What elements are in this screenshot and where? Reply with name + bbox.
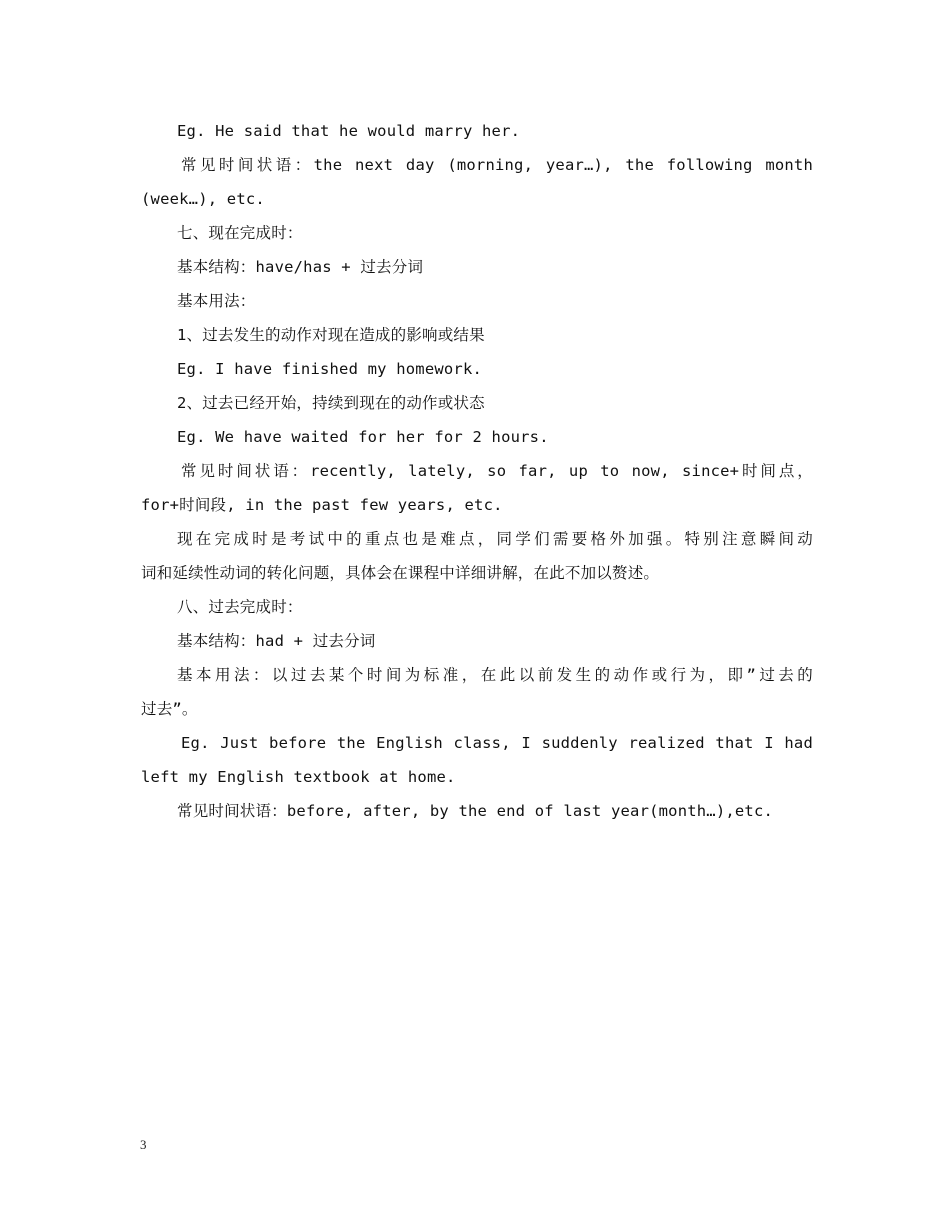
text-line: Eg. Just before the English class, I suddenly realized that I had xyxy=(181,734,813,752)
text-line: 基本用法：以过去某个时间为标准，在此以前发生的动作或行为，即”过去的 xyxy=(177,666,813,684)
text-line: for+时间段, in the past few years, etc. xyxy=(141,496,503,514)
text-line: 2、过去已经开始，持续到现在的动作或状态 xyxy=(177,394,485,412)
text-line: 1、过去发生的动作对现在造成的影响或结果 xyxy=(177,326,485,344)
text-line: Eg. He said that he would marry her. xyxy=(177,122,521,140)
text-line: (week…), etc. xyxy=(141,190,265,208)
page-number: 3 xyxy=(140,1137,147,1152)
text-line: 过去”。 xyxy=(141,700,198,718)
section-heading: 八、过去完成时： xyxy=(177,598,303,616)
text-line: left my English textbook at home. xyxy=(141,768,456,786)
text-line: Eg. I have finished my homework. xyxy=(177,360,483,378)
text-line: 常见时间状语：recently, lately, so far, up to now, since+时间点， xyxy=(181,462,813,480)
text-line: Eg. We have waited for her for 2 hours. xyxy=(177,428,549,446)
text-line: 基本结构：had + 过去分词 xyxy=(177,632,376,650)
section-heading: 七、现在完成时： xyxy=(177,224,303,242)
text-line: 基本结构：have/has + 过去分词 xyxy=(177,258,424,276)
text-line: 常见时间状语：before, after, by the end of last year(month…),etc. xyxy=(177,802,774,820)
text-line: 现在完成时是考试中的重点也是难点，同学们需要格外加强。特别注意瞬间动 xyxy=(177,530,813,548)
text-line: 词和延续性动词的转化问题，具体会在课程中详细讲解，在此不加以赘述。 xyxy=(141,564,660,582)
text-line: 常见时间状语：the next day (morning, year…), the following month xyxy=(181,156,813,174)
text-line: 基本用法： xyxy=(177,292,256,310)
document-body xyxy=(141,114,813,828)
